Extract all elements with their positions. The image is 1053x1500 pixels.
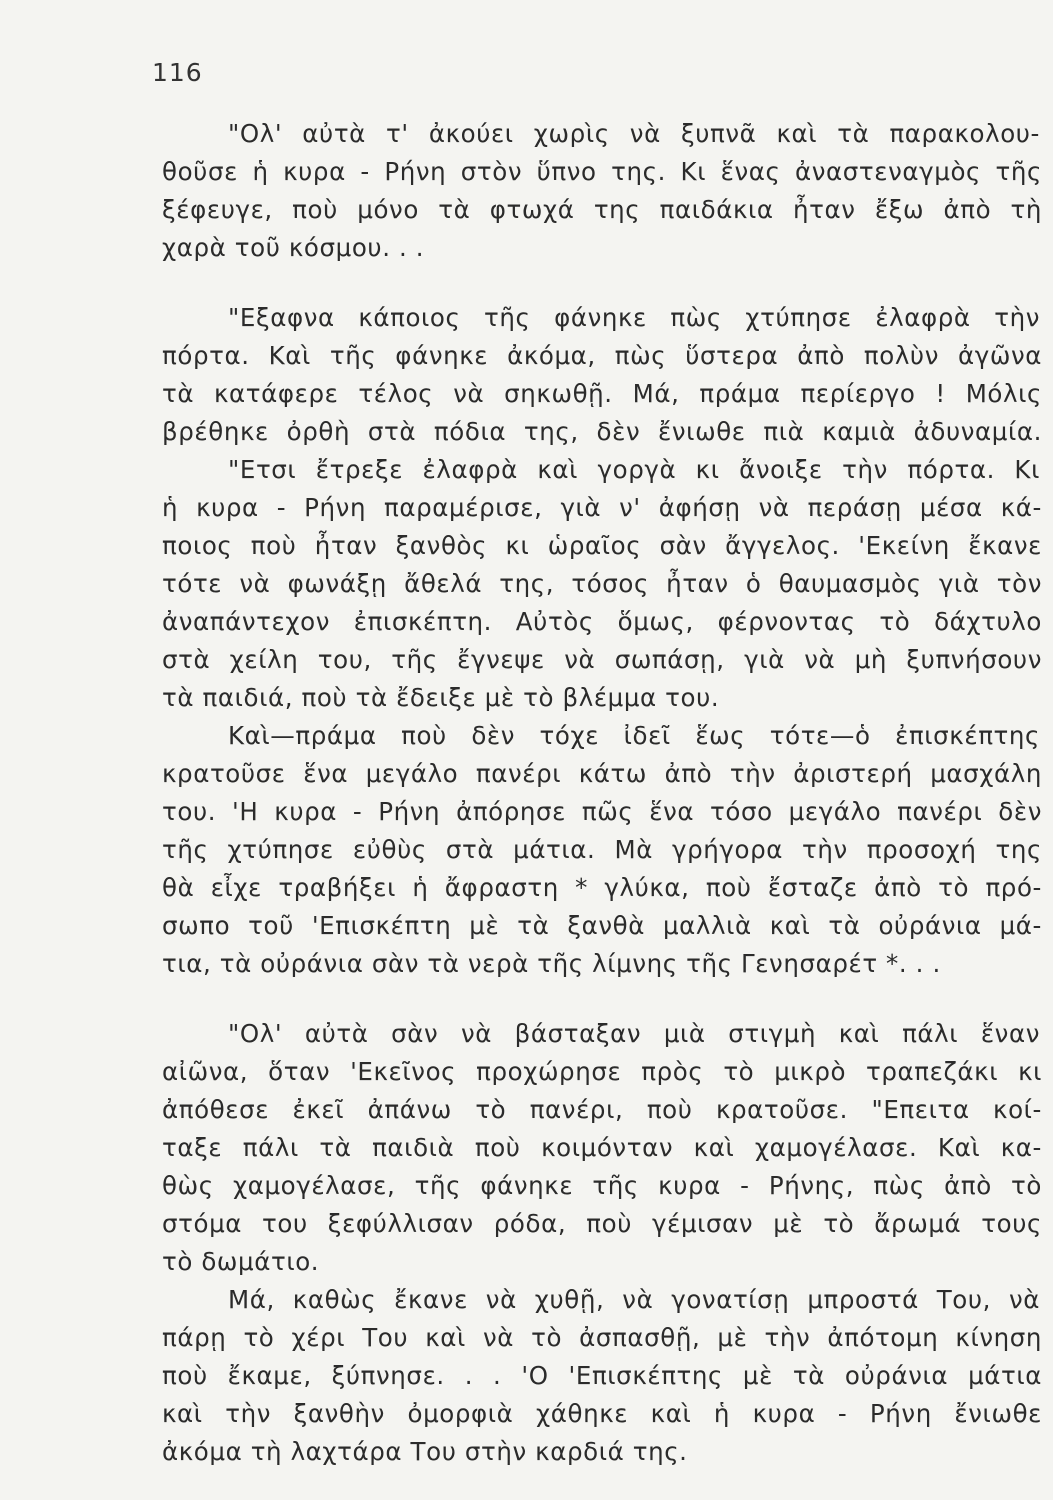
text-line: χαρὰ τοῦ κόσμου. . . xyxy=(162,233,425,262)
text-line: "Ετσι ἔτρεξε ἐλαφρὰ καὶ γοργὰ κι ἄνοιξε τὴν πόρτα. Κι xyxy=(228,455,1040,484)
text-line: ἀκόμα τὴ λαχτάρα Του στὴν καρδιά της. xyxy=(162,1437,688,1466)
text-line: Μά, καθὼς ἔκανε νὰ χυθῇ, νὰ γονατίσῃ μπροστά Του, νὰ xyxy=(228,1285,1040,1314)
text-line: τὰ παιδιά, ποὺ τὰ ἔδειξε μὲ τὸ βλέμμα του. xyxy=(162,683,720,712)
text-line: στόμα του ξεφύλλισαν ρόδα, ποὺ γέμισαν μὲ τὸ ἄρωμά τους xyxy=(162,1209,1042,1238)
text-line: τότε νὰ φωνάξῃ ἄθελά της, τόσος ἦταν ὁ θαυμασμὸς γιὰ τὸν xyxy=(162,569,1042,598)
text-line: στὰ χείλη του, τῆς ἔγνεψε νὰ σωπάσῃ, γιὰ νὰ μὴ ξυπνήσουν xyxy=(162,645,1042,674)
text-line: ἡ κυρα - Ρήνη παραμέρισε, γιὰ ν' ἀφήσῃ νὰ περάσῃ μέσα κά- xyxy=(162,493,1042,522)
text-line: ταξε πάλι τὰ παιδιὰ ποὺ κοιμόνταν καὶ χαμογέλασε. Καὶ κα- xyxy=(162,1133,1042,1162)
text-line: κρατοῦσε ἕνα μεγάλο πανέρι κάτω ἀπὸ τὴν ἀριστερή μασχάλη xyxy=(162,759,1042,788)
text-line: πάρῃ τὸ χέρι Του καὶ νὰ τὸ ἀσπασθῇ, μὲ τὴν ἀπότομη κίνηση xyxy=(162,1323,1042,1352)
text-line: "Εξαφνα κάποιος τῆς φάνηκε πὼς χτύπησε ἐλαφρὰ τὴν xyxy=(228,303,1040,332)
text-line: του. 'Η κυρα - Ρήνη ἀπόρησε πῶς ἕνα τόσο μεγάλο πανέρι δὲν xyxy=(162,797,1042,826)
text-line: τὸ δωμάτιο. xyxy=(162,1247,320,1276)
page-number: 116 xyxy=(152,58,203,87)
text-line: πόρτα. Καὶ τῆς φάνηκε ἀκόμα, πὼς ὕστερα ἀπὸ πολὺν ἀγῶνα xyxy=(162,341,1042,370)
text-line: ἀπόθεσε ἐκεῖ ἀπάνω τὸ πανέρι, ποὺ κρατοῦσε. "Επειτα κοί- xyxy=(162,1095,1042,1124)
text-line: "Ολ' αὐτὰ σὰν νὰ βάσταξαν μιὰ στιγμὴ καὶ πάλι ἕναν xyxy=(228,1019,1040,1048)
text-line: βρέθηκε ὀρθὴ στὰ πόδια της, δὲν ἔνιωθε πιὰ καμιὰ ἀδυναμία. xyxy=(162,417,1042,446)
text-line: ποὺ ἔκαμε, ξύπνησε. . . 'Ο 'Επισκέπτης μὲ τὰ οὐράνια μάτια xyxy=(162,1361,1042,1390)
text-line: ποιος ποὺ ἦταν ξανθὸς κι ὡραῖος σὰν ἄγγελος. 'Εκείνη ἔκανε xyxy=(162,531,1042,560)
text-line: θὼς χαμογέλασε, τῆς φάνηκε τῆς κυρα - Ρήνης, πὼς ἀπὸ τὸ xyxy=(162,1171,1042,1200)
text-line: θὰ εἶχε τραβήξει ἡ ἄφραστη * γλύκα, ποὺ ἔσταζε ἀπὸ τὸ πρό- xyxy=(162,873,1042,902)
text-line: τια, τὰ οὐράνια σὰν τὰ νερὰ τῆς λίμνης τῆς Γενησαρέτ *. . . xyxy=(162,949,941,978)
text-line: καὶ τὴν ξανθὴν ὀμορφιὰ χάθηκε καὶ ἡ κυρα - Ρήνη ἔνιωθε xyxy=(162,1399,1042,1428)
text-line: Καὶ—πράμα ποὺ δὲν τόχε ἰδεῖ ἕως τότε—ὁ ἐπισκέπτης xyxy=(228,721,1040,750)
text-line: τὰ κατάφερε τέλος νὰ σηκωθῇ. Μά, πράμα περίεργο ! Μόλις xyxy=(162,379,1042,408)
text-line: "Ολ' αὐτὰ τ' ἀκούει χωρὶς νὰ ξυπνᾶ καὶ τὰ παρακολου- xyxy=(228,119,1040,148)
text-line: σωπο τοῦ 'Επισκέπτη μὲ τὰ ξανθὰ μαλλιὰ καὶ τὰ οὐράνια μά- xyxy=(162,911,1042,940)
text-line: θοῦσε ἡ κυρα - Ρήνη στὸν ὕπνο της. Κι ἕνας ἀναστεναγμὸς τῆς xyxy=(162,157,1042,186)
text-line: ξέφευγε, ποὺ μόνο τὰ φτωχά της παιδάκια ἦταν ἔξω ἀπὸ τὴ xyxy=(162,195,1042,224)
text-line: ἀναπάντεχον ἐπισκέπτη. Αὐτὸς ὅμως, φέρνοντας τὸ δάχτυλο xyxy=(162,607,1042,636)
text-line: αἰῶνα, ὅταν 'Εκεῖνος προχώρησε πρὸς τὸ μικρὸ τραπεζάκι κι xyxy=(162,1057,1042,1086)
text-line: τῆς χτύπησε εὐθὺς στὰ μάτια. Μὰ γρήγορα τὴν προσοχή της xyxy=(162,835,1042,864)
